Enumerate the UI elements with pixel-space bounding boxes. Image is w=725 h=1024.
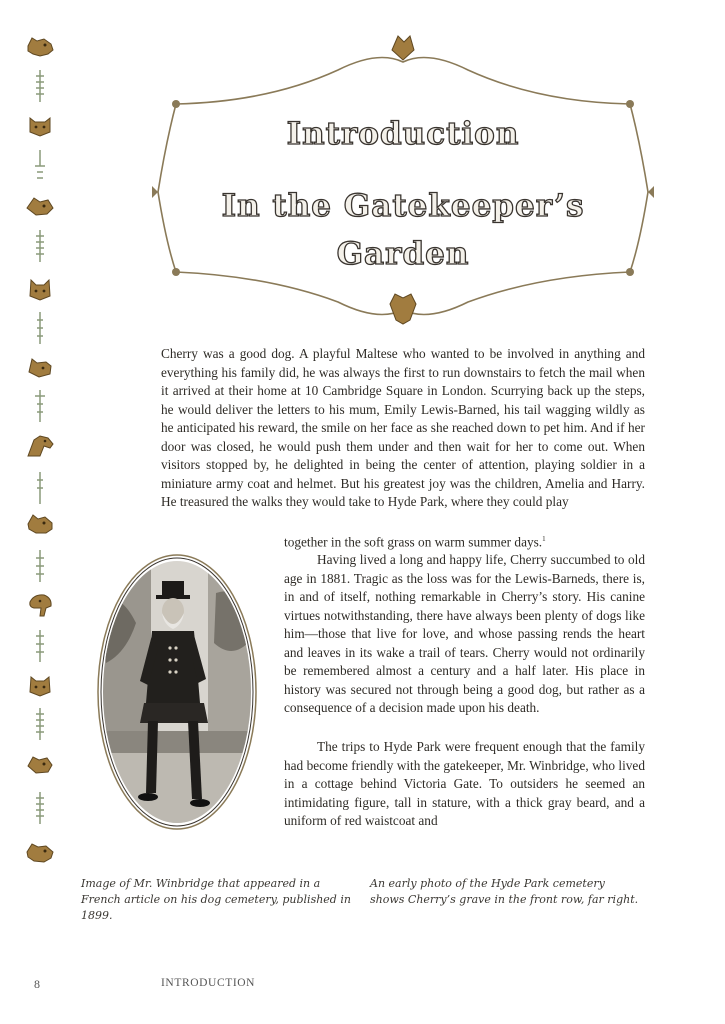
divider-ornament xyxy=(33,628,47,664)
dog-head-icon xyxy=(24,838,56,866)
dog-head-icon xyxy=(24,32,56,60)
chapter-title-line-1: In the Gatekeeper’s xyxy=(221,188,585,224)
paragraph-1-ending xyxy=(284,530,645,552)
page-number: 8 xyxy=(34,977,40,991)
divider-ornament xyxy=(33,310,47,346)
portrait-caption: Image of Mr. Winbridge that appeared in a French article on his dog cemetery, published in 1899. xyxy=(81,877,351,922)
portrait-illustration xyxy=(96,553,258,831)
winbridge-portrait xyxy=(96,553,258,831)
chapter-label: Introduction xyxy=(286,116,520,152)
cat-head-icon xyxy=(24,110,56,138)
paragraph-1: Cherry was a good dog. A playful Maltese who wanted to be involved in anything and everything his family did, he was always the first to run downstairs to fetch the mail when it arrived at their home at 10 Cambridge Square in London. Scurrying back up the steps, he would deliver the letters to his mum, Emily Lewis-Barned, his tail wagging wildly as he anticipated his reward, the smile on her face as she reached down to pet him. And if her door was closed, he would push them under and then wait for her to come out. When visitors stopped by, he delighted in being the center of attention, playing soldier in a miniature army coat and helmet. But his greatest joy was the children, Amelia and Harry. He treasured the walks they would take to Hyde Park, where they could play xyxy=(161,346,645,509)
title-cartouche xyxy=(148,32,658,332)
cemetery-photo-caption: An early photo of the Hyde Park cemetery shows Cherry’s grave in the front row, far right. xyxy=(370,877,639,906)
elephant-head-icon xyxy=(24,590,56,618)
cat-head-icon xyxy=(24,352,56,380)
cat-head-icon xyxy=(24,274,56,302)
dog-head-icon xyxy=(24,750,56,778)
paragraph-2: Having lived a long and happy life, Cherry succumbed to old age in 1881. Tragic as the loss was for the Lewis-Barneds, there is, in and of itself, nothing remarkable in Cherry’s story. His canine virtues notwithstanding, there have always been plenty of dogs like him—those that live for love, and whose passing rends the heart and leaves in its wake a trail of tears. Cherry would not ordinarily be remembered almost a century and a half later. His place in history was secured not through being a good dog, but rather as a consequence of a decision made upon his death. xyxy=(284,552,645,715)
divider-ornament xyxy=(33,148,47,184)
divider-ornament xyxy=(33,790,47,826)
divider-ornament xyxy=(33,228,47,264)
divider-ornament xyxy=(33,388,47,424)
paragraph-3: The trips to Hyde Park were frequent enough that the family had become friendly with the gatekeeper, Mr. Winbridge, who lived in a cottage behind Victoria Gate. To outsiders he seemed an intimidating figure, tall in stature, with a thick gray beard, and a uniform of red waistcoat and xyxy=(284,739,645,828)
paragraph-1-end-text: together in the soft grass on warm summer days. xyxy=(284,534,543,550)
running-head: INTRODUCTION xyxy=(161,977,256,989)
horse-head-icon xyxy=(24,432,56,460)
dog-head-icon xyxy=(24,192,56,220)
divider-ornament xyxy=(33,706,47,742)
dog-head-icon xyxy=(24,510,56,538)
footnote-marker[interactable]: 1 xyxy=(542,535,546,543)
divider-ornament xyxy=(33,470,47,506)
cat-head-icon xyxy=(24,670,56,698)
chapter-title-line-2: Garden xyxy=(336,236,470,272)
chapter-title xyxy=(148,182,658,278)
ornamental-border xyxy=(20,30,62,910)
divider-ornament xyxy=(33,548,47,584)
divider-ornament xyxy=(33,68,47,104)
